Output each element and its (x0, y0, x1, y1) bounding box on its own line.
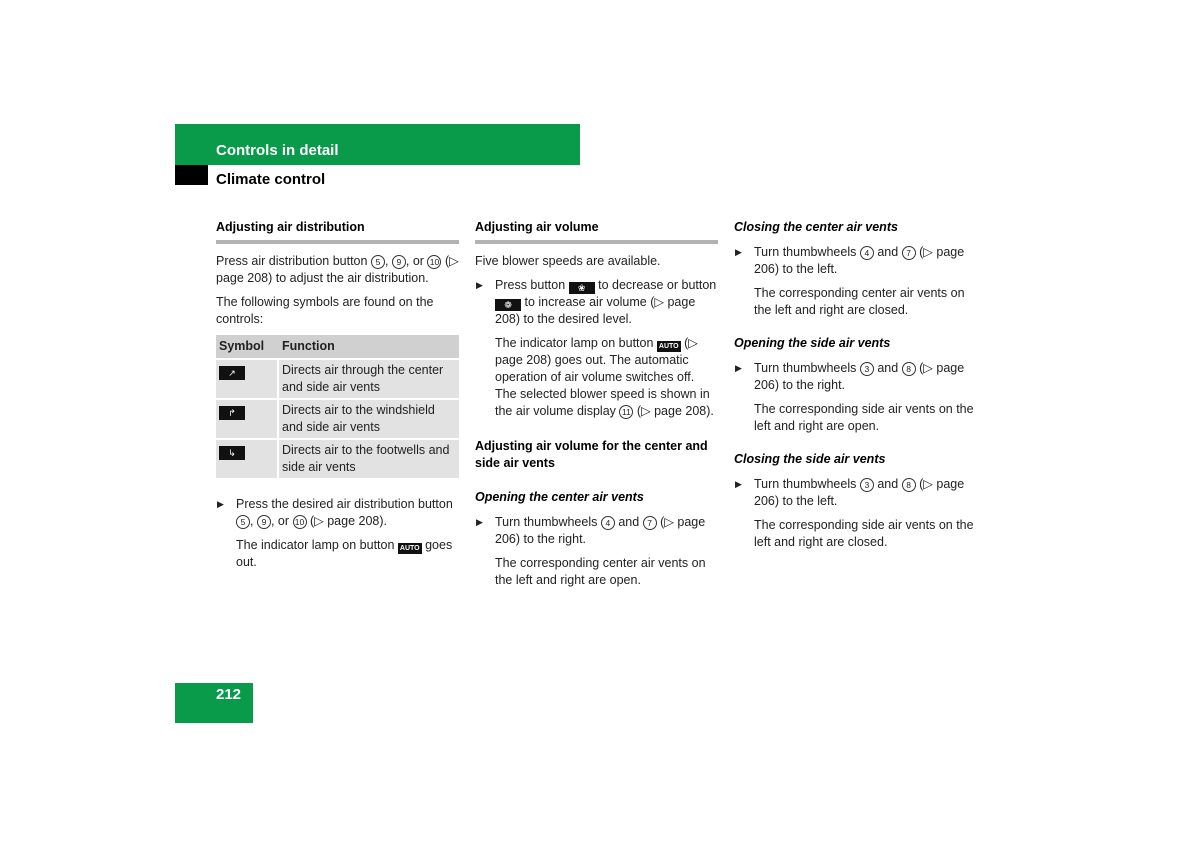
table-header-symbol: Symbol (216, 335, 279, 358)
bullet-arrow-icon: ▶ (735, 479, 742, 489)
subheading-opening-center: Opening the center air vents (475, 490, 644, 504)
table-header-function: Function (279, 335, 459, 358)
heading-rule (216, 240, 459, 244)
column-vents (734, 219, 977, 558)
heading-rule (475, 240, 718, 244)
instruction-step: ▶ Press button ❀ to decrease or button ❁ to increase air volume (▷ page 208) to the desired level. (476, 278, 717, 326)
note: The corresponding center air vents on the left and right are closed. (754, 286, 965, 317)
callout-number: 7 (643, 516, 657, 530)
subheading-closing-side: Closing the side air vents (734, 452, 886, 466)
note: The indicator lamp on button AUTO (▷ page 208) goes out. The automatic operation of air volume switches off. The selected blower speed is shown in the air volume display 11 (▷ page 208). (495, 336, 714, 418)
instruction-step: ▶ Press the desired air distribution button 5 , 9 , or 10 (▷ page 208). (217, 497, 453, 528)
page-number-box (175, 683, 253, 723)
fan-decrease-icon: ❀ (569, 282, 595, 294)
paragraph: Press air distribution button 5 , 9 , or 10 (▷ page 208) to adjust the air distribution. (216, 254, 459, 285)
paragraph: The following symbols are found on the controls: (216, 295, 434, 326)
footwells-side-vents-icon: ↳ (219, 446, 245, 460)
paragraph: Five blower speeds are available. (475, 254, 661, 268)
symbols-table (216, 335, 459, 478)
heading-air-volume: Adjusting air volume (475, 220, 599, 234)
column-air-distribution (216, 219, 459, 578)
callout-number: 3 (860, 362, 874, 376)
auto-button-icon: AUTO (399, 545, 420, 552)
windshield-side-vents-icon: ↱ (219, 406, 245, 420)
callout-number: 8 (902, 362, 916, 376)
column-air-volume (475, 219, 718, 596)
table-cell-function: Directs air to the footwells and side air vents (279, 438, 459, 478)
heading-air-distribution: Adjusting air distribution (216, 220, 365, 234)
subheading-opening-side: Opening the side air vents (734, 336, 891, 350)
subsection-marker (175, 165, 208, 185)
table-cell-function: Directs air to the windshield and side air vents (279, 398, 459, 438)
table-cell-function: Directs air through the center and side air vents (279, 358, 459, 398)
auto-button-icon: AUTO (658, 343, 679, 350)
callout-number: 5 (236, 515, 250, 529)
table-row (216, 398, 459, 438)
instruction-step: ▶ Turn thumbwheels 3 and 8 (▷ page 206) to the left. (735, 477, 965, 508)
callout-number: 3 (860, 478, 874, 492)
subsection-title: Climate control (216, 171, 326, 188)
bullet-arrow-icon: ▶ (476, 517, 483, 527)
fan-increase-icon: ❁ (495, 299, 521, 311)
center-side-vents-icon: ↗ (219, 366, 245, 380)
bullet-arrow-icon: ▶ (735, 247, 742, 257)
heading-center-side-vents: Adjusting air volume for the center and side air vents (475, 439, 708, 470)
note: The corresponding center air vents on the left and right are open. (495, 556, 706, 587)
callout-number: 10 (427, 255, 441, 269)
bullet-arrow-icon: ▶ (217, 499, 224, 509)
callout-number: 9 (392, 255, 406, 269)
callout-number: 9 (257, 515, 271, 529)
bullet-arrow-icon: ▶ (476, 280, 483, 290)
bullet-arrow-icon: ▶ (735, 363, 742, 373)
note: The corresponding side air vents on the left and right are open. (754, 402, 974, 433)
note: The indicator lamp on button AUTO goes out. (236, 538, 453, 569)
callout-number: 4 (601, 516, 615, 530)
page-number: 212 (216, 686, 242, 703)
note: The corresponding side air vents on the left and right are closed. (754, 518, 974, 549)
callout-number: 11 (619, 405, 633, 419)
callout-number: 7 (902, 246, 916, 260)
instruction-step: ▶ Turn thumbwheels 3 and 8 (▷ page 206) to the right. (735, 361, 965, 392)
callout-number: 5 (371, 255, 385, 269)
instruction-step: ▶ Turn thumbwheels 4 and 7 (▷ page 206) to the left. (735, 245, 965, 276)
table-row (216, 358, 459, 398)
section-title: Controls in detail (216, 142, 339, 159)
subheading-closing-center: Closing the center air vents (734, 220, 898, 234)
callout-number: 10 (293, 515, 307, 529)
instruction-step: ▶ Turn thumbwheels 4 and 7 (▷ page 206) to the right. (476, 515, 706, 546)
table-row (216, 438, 459, 478)
callout-number: 4 (860, 246, 874, 260)
callout-number: 8 (902, 478, 916, 492)
